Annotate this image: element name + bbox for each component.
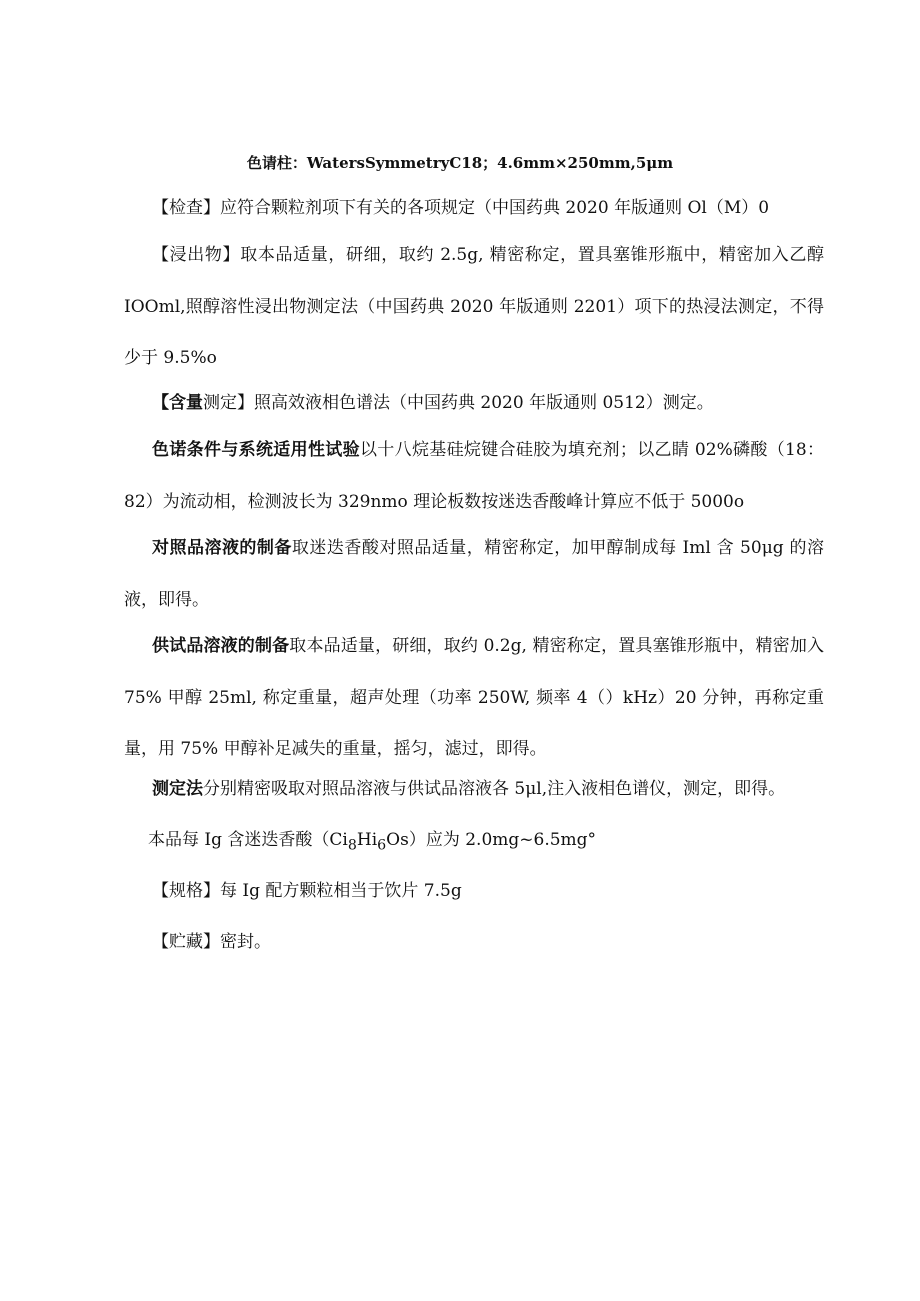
assay-heading-tail: 测定】 — [203, 393, 254, 413]
assay-text: 照高效液相色谱法（中国药典 2020 年版通则 0512）测定。 — [254, 393, 714, 413]
content-subscript-1: 8 — [347, 837, 357, 854]
inspection-text: 应符合颗粒剂项下有关的各项规定（中国药典 2020 年版通则 Ol（M）0 — [220, 198, 770, 218]
content-subscript-2: 6 — [377, 837, 387, 854]
chromatographic-paragraph — [124, 425, 824, 528]
chromatographic-text: 以十八烷基硅烷键合硅胶为填充剂；以乙睛 02%磷酸（18：82）为流动相，检测波长为 329nmo 理论板数按迷迭香酸峰计算应不低于 5000o — [124, 440, 824, 512]
storage-paragraph — [124, 917, 824, 969]
reference-solution-text: 取迷迭香酸对照品适量，精密称定，加甲醇制成每 Iml 含 50μg 的溶液，即得。 — [124, 538, 825, 610]
test-solution-paragraph — [124, 621, 824, 776]
storage-text: 密封。 — [220, 932, 271, 952]
test-solution-heading: 供试品溶液的制备 — [152, 636, 290, 656]
method-text: 分别精密吸取对照品溶液与供试品溶液各 5μl,注入液相色谱仪，测定，即得。 — [203, 779, 786, 799]
chromatographic-heading: 色诺条件与系统适用性试验 — [152, 440, 360, 460]
column-spec-line: 色请柱：WatersSymmetryC18；4.6mm×250mm,5μm — [246, 154, 674, 172]
storage-heading: 【贮藏】 — [152, 932, 220, 952]
extract-heading: 【浸出物】 — [152, 245, 241, 265]
assay-heading: 【含量 — [152, 393, 203, 413]
content-text-after: Os）应为 2.0mg~6.5mg° — [386, 830, 597, 850]
inspection-heading: 【检查】 — [152, 198, 220, 218]
extract-text: 取本品适量，研细，取约 2.5g, 精密称定，置具塞锥形瓶中，精密加入乙醇 IOOml,照醇溶性浸出物测定法（中国药典 2020 年版通则 2201）项下的热浸法测定，不得少于 9.5%o — [124, 245, 824, 368]
method-paragraph — [124, 764, 824, 816]
extract-paragraph — [124, 230, 824, 385]
content-paragraph — [124, 815, 824, 872]
specification-heading: 【规格】 — [152, 881, 220, 901]
assay-paragraph — [124, 378, 824, 430]
content-text-before: 本品每 Ig 含迷迭香酸（Ci — [148, 830, 348, 850]
reference-solution-heading: 对照品溶液的制备 — [152, 538, 292, 558]
inspection-paragraph — [124, 183, 824, 235]
method-heading: 测定法 — [152, 779, 203, 799]
content-text-mid: Hi — [356, 830, 378, 850]
test-solution-text: 取本品适量，研细，取约 0.2g, 精密称定，置具塞锥形瓶中，精密加入 75% 甲醇 25ml, 称定重量，超声处理（功率 250W, 频率 4（）kHz）20 分钟，再称定重量，用 75% 甲醇补足减失的重量，摇匀，滤过，即得。 — [124, 636, 825, 759]
specification-paragraph — [124, 866, 824, 918]
reference-solution-paragraph — [124, 523, 824, 626]
specification-text: 每 Ig 配方颗粒相当于饮片 7.5g — [220, 881, 462, 901]
